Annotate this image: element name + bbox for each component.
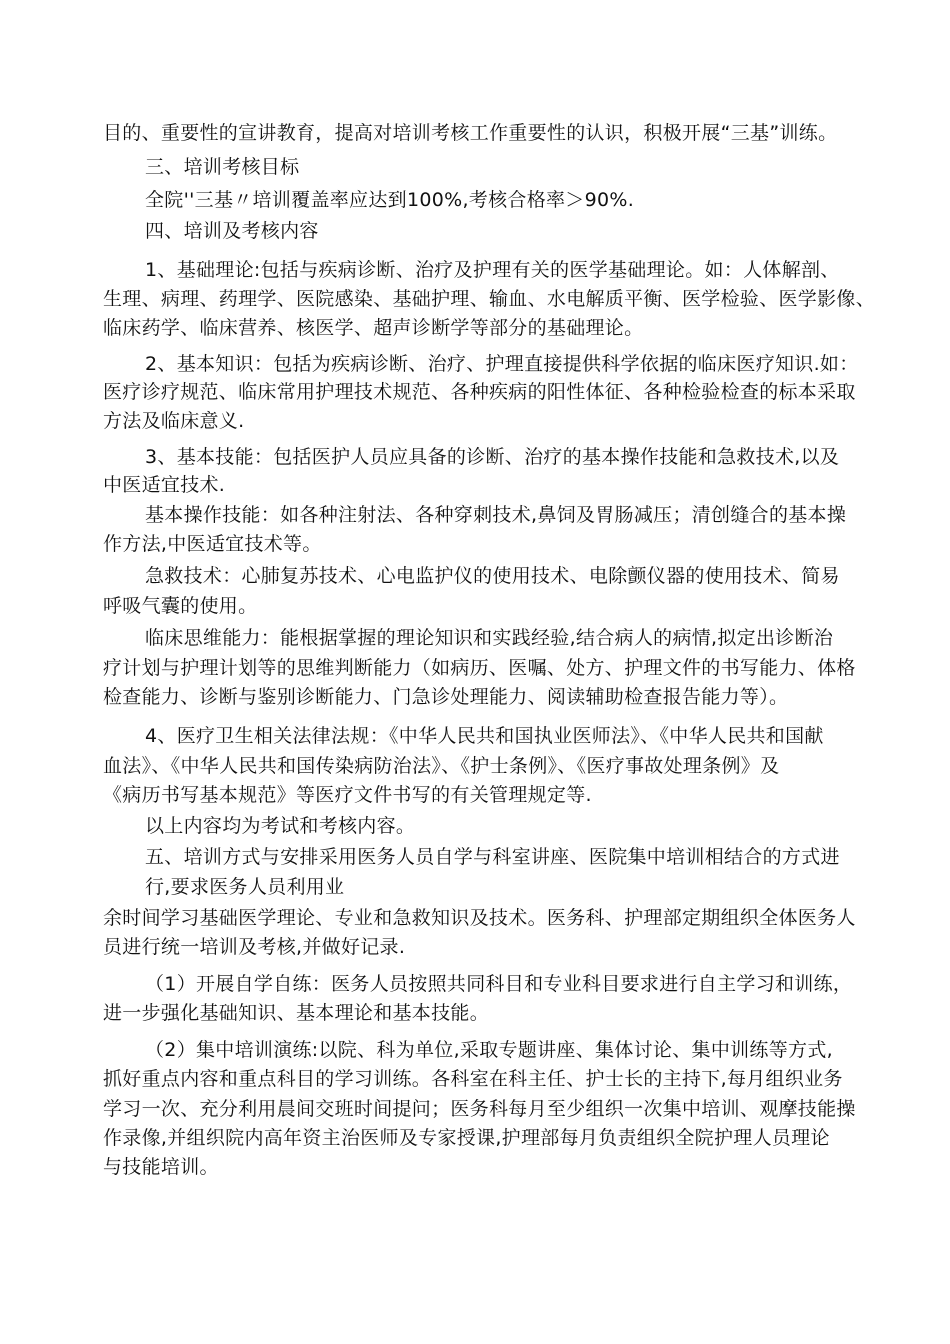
text-line: 基本操作技能：如各种注射法、各种穿刺技术,鼻饲及胃肠减压；清创缝合的基本操 — [145, 504, 847, 526]
section-heading: 四、培训及考核内容 — [145, 220, 319, 242]
text-line: （1）开展自学自练：医务人员按照共同科目和专业科目要求进行自主学习和训练， — [145, 973, 853, 995]
section-heading: 五、培训方式与安排采用医务人员自学与科室讲座、医院集中培训相结合的方式进 — [145, 846, 840, 868]
text-line: （2）集中培训演练:以院、科为单位,采取专题讲座、集体讨论、集中训练等方式, — [145, 1039, 833, 1061]
text-line: 《病历书写基本规范》等医疗文件书写的有关管理规定等. — [103, 784, 592, 806]
text-line: 呼吸气囊的使用。 — [103, 595, 258, 617]
text-line: 医疗诊疗规范、临床常用护理技术规范、各种疾病的阳性体征、各种检验检查的标本采取 — [103, 381, 856, 403]
text-line: 与技能培训。 — [103, 1156, 219, 1178]
text-line: 行,要求医务人员利用业 — [145, 876, 345, 898]
text-line: 抓好重点内容和重点科目的学习训练。各科室在科主任、护士长的主持下,每月组织业务 — [103, 1068, 843, 1090]
text-line: 以上内容均为考试和考核内容。 — [145, 815, 416, 837]
text-line: 血法》、《中华人民共和国传染病防治法》、《护士条例》、《医疗事故处理条例》及 — [103, 755, 780, 777]
text-line: 中医适宜技术. — [103, 474, 226, 496]
text-line: 急救技术：心肺复苏技术、心电监护仪的使用技术、电除颤仪器的使用技术、简易 — [145, 565, 840, 587]
text-line: 作录像,并组织院内高年资主治医师及专家授课,护理部每月负责组织全院护理人员理论 — [103, 1127, 830, 1149]
text-line: 生理、病理、药理学、医院感染、基础护理、输血、水电解质平衡、医学检验、医学影像、 — [103, 288, 876, 310]
text-line: 2、基本知识：包括为疾病诊断、治疗、护理直接提供科学依据的临床医疗知识.如： — [145, 353, 859, 375]
text-line: 余时间学习基础医学理论、专业和急救知识及技术。医务科、护理部定期组织全体医务人 — [103, 907, 856, 929]
text-line: 疗计划与护理计划等的思维判断能力（如病历、医嘱、处方、护理文件的书写能力、体格 — [103, 657, 856, 679]
text-line: 目的、重要性的宣讲教育，提高对培训考核工作重要性的认识，积极开展“三基”训练。 — [103, 122, 838, 144]
text-line: 全院''三基〃培训覆盖率应达到100%,考核合格率＞90%. — [145, 189, 635, 211]
text-line: 1、基础理论:包括与疾病诊断、治疗及护理有关的医学基础理论。如：人体解剖、 — [145, 259, 840, 281]
text-line: 方法及临床意义. — [103, 410, 245, 432]
text-line: 3、基本技能：包括医护人员应具备的诊断、治疗的基本操作技能和急救技术,以及 — [145, 446, 840, 468]
text-line: 检查能力、诊断与鉴别诊断能力、门急诊处理能力、阅读辅助检查报告能力等）。 — [103, 686, 789, 708]
text-line: 临床药学、临床营养、核医学、超声诊断学等部分的基础理论。 — [103, 317, 644, 339]
text-line: 进一步强化基础知识、基本理论和基本技能。 — [103, 1002, 490, 1024]
section-heading: 三、培训考核目标 — [145, 156, 300, 178]
text-line: 作方法,中医适宜技术等。 — [103, 533, 322, 555]
text-line: 4、医疗卫生相关法律法规：《中华人民共和国执业医师法》、《中华人民共和国献 — [145, 725, 824, 747]
text-line: 员进行统一培训及考核,并做好记录. — [103, 936, 406, 958]
text-line: 临床思维能力：能根据掌握的理论知识和实践经验,结合病人的病情,拟定出诊断治 — [145, 627, 834, 649]
text-line: 学习一次、充分利用晨间交班时间提问；医务科每月至少组织一次集中培训、观摩技能操 — [103, 1098, 856, 1120]
